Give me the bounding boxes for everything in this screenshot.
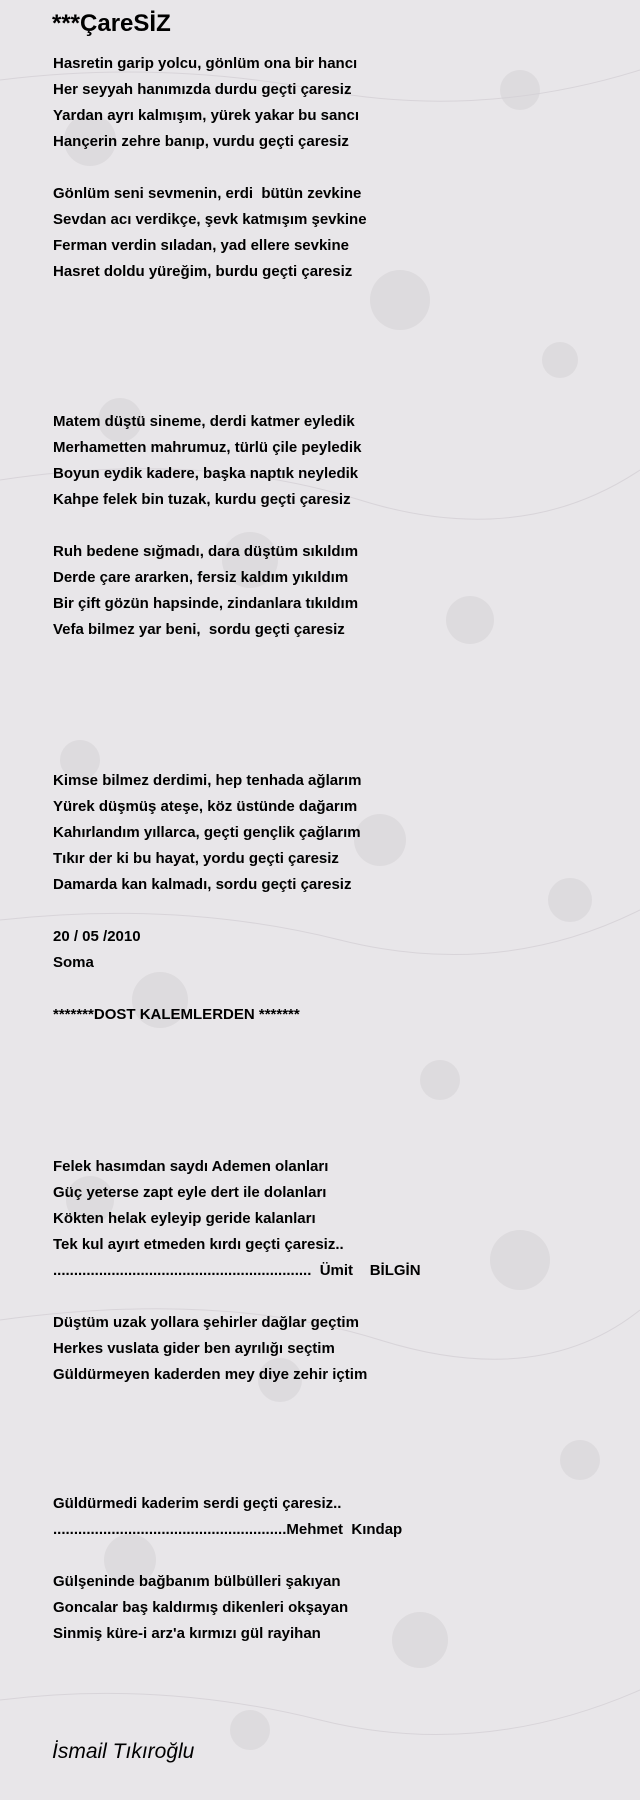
- poem-line: Gülşeninde bağbanım bülbülleri şakıyan: [53, 1573, 341, 1590]
- poem-line: Boyun eydik kadere, başka naptık neyledik: [53, 465, 359, 482]
- poem-line: Soma: [53, 954, 94, 971]
- poem-line: Tıkır der ki bu hayat, yordu geçti çaresiz: [53, 850, 339, 867]
- poem-line: Tek kul ayırt etmeden kırdı geçti çaresiz..: [53, 1236, 344, 1253]
- poem-line: Sinmiş küre-i arz'a kırmızı gül rayihan: [53, 1625, 321, 1642]
- poem-line: Kökten helak eyleyip geride kalanları: [53, 1210, 316, 1227]
- poem-line: Hasret doldu yüreğim, burdu geçti çaresiz: [53, 263, 353, 280]
- poem-line: Derde çare ararken, fersiz kaldım yıkıldım: [53, 569, 349, 586]
- poem-line: Yürek düşmüş ateşe, köz üstünde dağarım: [53, 798, 358, 815]
- poem-line: ........................................................Mehmet Kındap: [53, 1521, 403, 1538]
- poem-line: Ferman verdin sıladan, yad ellere sevkine: [53, 237, 349, 254]
- poem-line: 20 / 05 /2010: [53, 928, 141, 945]
- poem-line: Hasretin garip yolcu, gönlüm ona bir hancı: [53, 55, 358, 72]
- poem-line: Güldürmeyen kaderden mey diye zehir içtim: [53, 1366, 368, 1383]
- poem-line: Matem düştü sineme, derdi katmer eyledik: [53, 413, 355, 430]
- poem-line: Güç yeterse zapt eyle dert ile dolanları: [53, 1184, 327, 1201]
- poem-line: Herkes vuslata gider ben ayrılığı seçtim: [53, 1340, 335, 1357]
- poem-line: Sevdan acı verdikçe, şevk katmışım şevkine: [53, 211, 367, 228]
- poem-line: Goncalar baş kaldırmış dikenleri okşayan: [53, 1599, 349, 1616]
- poem-title: ***ÇareSİZ: [52, 10, 171, 37]
- poem-line: Yardan ayrı kalmışım, yürek yakar bu sancı: [53, 107, 360, 124]
- poem-line: Gönlüm seni sevmenin, erdi bütün zevkine: [53, 185, 362, 202]
- poem-line: Kimse bilmez derdimi, hep tenhada ağlarım: [53, 772, 362, 789]
- poem-line: *******DOST KALEMLERDEN *******: [53, 1006, 300, 1023]
- poem-line: Düştüm uzak yollara şehirler dağlar geçtim: [53, 1314, 359, 1331]
- poem-line: Kahpe felek bin tuzak, kurdu geçti çaresiz: [53, 491, 351, 508]
- author-signature: İsmail Tıkıroğlu: [52, 1740, 195, 1763]
- poem-line: Her seyyah hanımızda durdu geçti çaresiz: [53, 81, 352, 98]
- poem-line: .............................................................. Ümit BİLGİN: [53, 1262, 421, 1279]
- poem-line: Bir çift gözün hapsinde, zindanlara tıkıldım: [53, 595, 359, 612]
- poem-line: Merhametten mahrumuz, türlü çile peyledik: [53, 439, 362, 456]
- poem-line: Damarda kan kalmadı, sordu geçti çaresiz: [53, 876, 352, 893]
- poem-line: Kahırlandım yıllarca, geçti gençlik çağlarım: [53, 824, 361, 841]
- poem-line: Ruh bedene sığmadı, dara düştüm sıkıldım: [53, 543, 359, 560]
- poem-line: Hançerin zehre banıp, vurdu geçti çaresiz: [53, 133, 349, 150]
- poem-line: Felek hasımdan saydı Ademen olanları: [53, 1158, 329, 1175]
- poem-line: Vefa bilmez yar beni, sordu geçti çaresiz: [53, 621, 345, 638]
- poem-line: Güldürmedi kaderim serdi geçti çaresiz..: [53, 1495, 342, 1512]
